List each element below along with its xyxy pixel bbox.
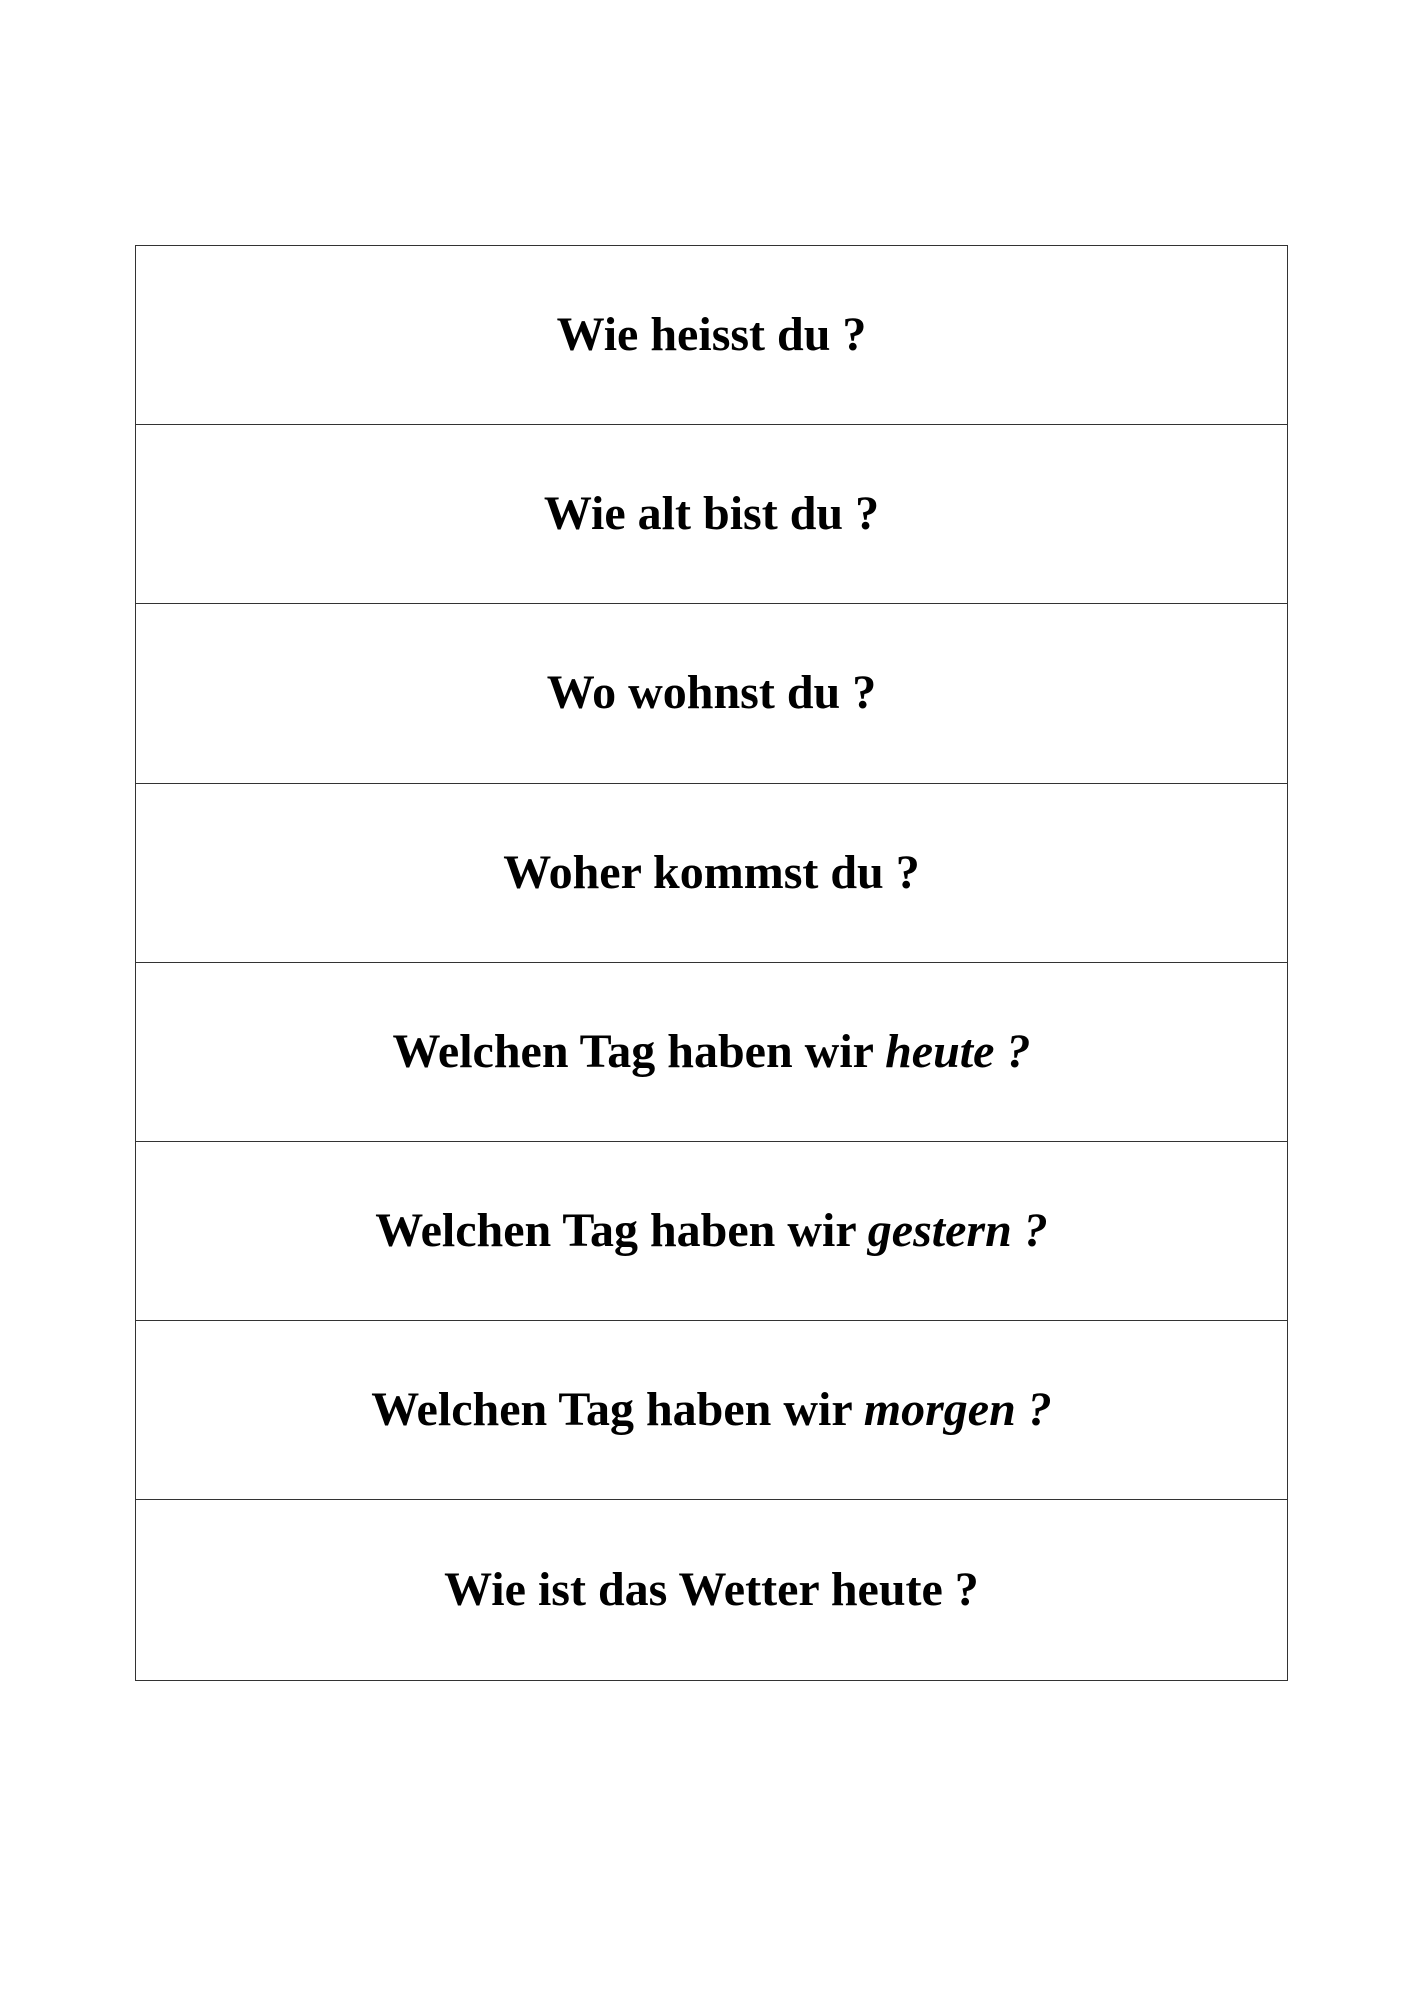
question-row — [136, 425, 1287, 604]
question-text: Wo wohnst du ? — [546, 666, 877, 720]
question-row — [136, 963, 1287, 1142]
question-row — [136, 1321, 1287, 1500]
question-row — [136, 784, 1287, 963]
question-text: Welchen Tag haben wir heute ? — [392, 1024, 1031, 1078]
emphasized-word: gestern — [867, 1204, 1012, 1258]
question-mark: ? — [994, 1024, 1031, 1078]
question-text: Wie ist das Wetter heute ? — [444, 1562, 979, 1616]
question-text: Woher kommst du ? — [503, 845, 920, 899]
emphasized-word: morgen — [863, 1383, 1016, 1437]
question-text: Wie heisst du ? — [556, 308, 867, 362]
question-text: Wie alt bist du ? — [543, 487, 880, 541]
question-row — [136, 1500, 1287, 1679]
question-text: Welchen Tag haben wir gestern ? — [375, 1204, 1048, 1258]
question-text: Welchen Tag haben wir morgen ? — [371, 1383, 1052, 1437]
question-table — [135, 245, 1288, 1681]
question-row — [136, 1142, 1287, 1321]
emphasized-word: heute — [885, 1024, 995, 1078]
question-mark: ? — [1015, 1383, 1052, 1437]
question-row — [136, 604, 1287, 783]
question-row — [136, 246, 1287, 425]
question-mark: ? — [1011, 1204, 1048, 1258]
